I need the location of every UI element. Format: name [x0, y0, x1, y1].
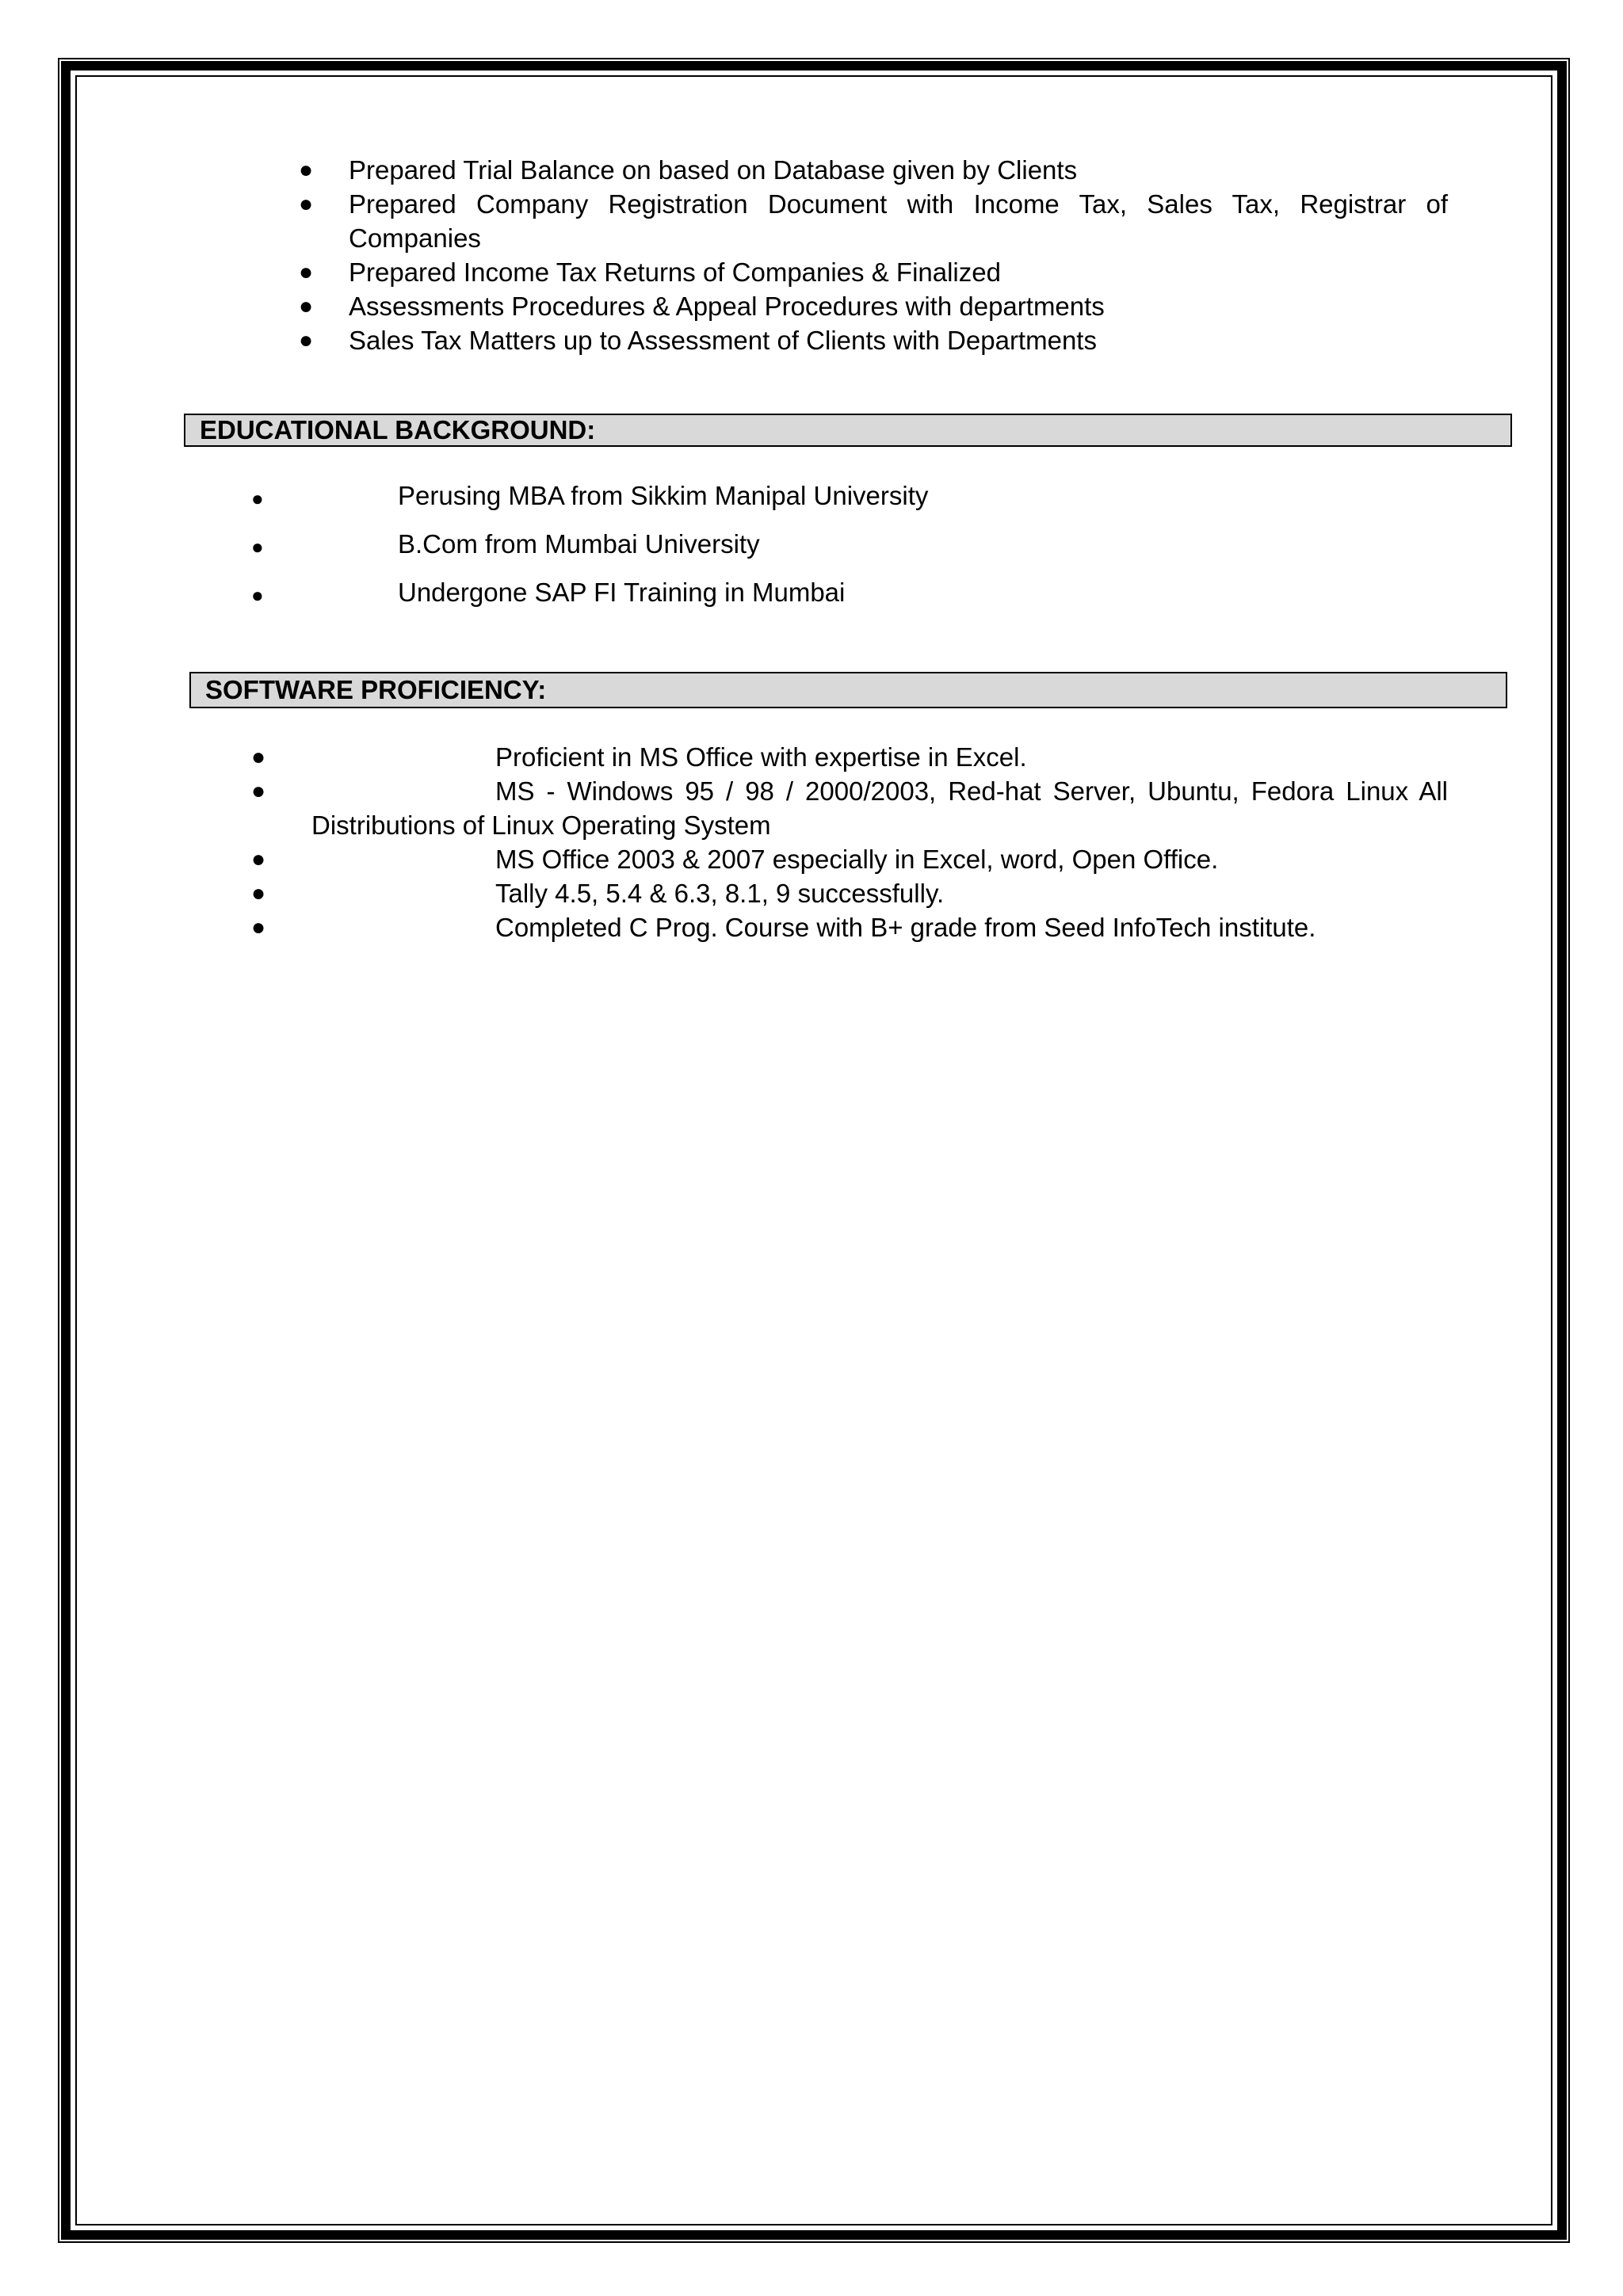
software-item-continuation: Distributions of Linux Operating System — [311, 810, 771, 840]
bullet-icon: ● — [251, 880, 266, 906]
bullet-icon: ● — [299, 327, 314, 353]
experience-item-text: Prepared Company Registration Document with Income Tax, Sales Tax, Registrar of Companies — [349, 189, 1448, 253]
list-item — [251, 910, 1448, 944]
education-item-text: Undergone SAP FI Training in Mumbai — [398, 578, 846, 607]
bullet-icon: ● — [251, 744, 266, 770]
bullet-icon: ● — [251, 486, 264, 510]
list-item — [299, 153, 1448, 187]
software-list — [251, 740, 1448, 944]
software-item-text: Tally 4.5, 5.4 & 6.3, 8.1, 9 successfully. — [495, 879, 945, 908]
software-heading: SOFTWARE PROFICIENCY: — [189, 672, 1507, 708]
list-item — [251, 842, 1448, 876]
education-heading: EDUCATIONAL BACKGROUND: — [184, 414, 1512, 447]
list-item — [299, 323, 1448, 357]
list-item — [299, 187, 1448, 255]
bullet-icon: ● — [251, 778, 266, 804]
bullet-icon: ● — [251, 846, 266, 872]
list-item — [251, 740, 1448, 774]
education-item-text: B.Com from Mumbai University — [398, 529, 760, 559]
page-border-inner — [75, 75, 1552, 2225]
bullet-icon: ● — [299, 293, 314, 319]
experience-item-text: Prepared Trial Balance on based on Database given by Clients — [349, 155, 1078, 185]
bullet-icon: ● — [251, 914, 266, 940]
bullet-icon: ● — [299, 191, 314, 217]
list-item — [251, 575, 928, 624]
software-item-text: MS - Windows 95 / 98 / 2000/2003, Red-hat Server, Ubuntu, Fedora Linux All — [495, 776, 1448, 806]
software-item-text: Completed C Prog. Course with B+ grade from Seed InfoTech institute. — [495, 913, 1316, 942]
software-item-text: MS Office 2003 & 2007 especially in Excel, word, Open Office. — [495, 845, 1219, 874]
list-item — [251, 774, 1448, 842]
list-item — [299, 255, 1448, 289]
bullet-icon: ● — [299, 259, 314, 285]
bullet-icon: ● — [251, 535, 264, 559]
education-list — [251, 479, 928, 624]
bullet-icon: ● — [251, 583, 264, 607]
bullet-icon: ● — [299, 157, 314, 183]
list-item — [251, 479, 928, 527]
experience-item-text: Prepared Income Tax Returns of Companies & Finalized — [349, 257, 1001, 287]
experience-list — [299, 153, 1448, 357]
software-item-text: Proficient in MS Office with expertise in Excel. — [495, 742, 1027, 772]
education-item-text: Perusing MBA from Sikkim Manipal University — [398, 481, 929, 510]
experience-item-text: Assessments Procedures & Appeal Procedures with departments — [349, 292, 1105, 321]
list-item — [251, 527, 928, 575]
list-item — [299, 289, 1448, 323]
list-item — [251, 876, 1448, 910]
experience-item-text: Sales Tax Matters up to Assessment of Clients with Departments — [349, 326, 1097, 355]
